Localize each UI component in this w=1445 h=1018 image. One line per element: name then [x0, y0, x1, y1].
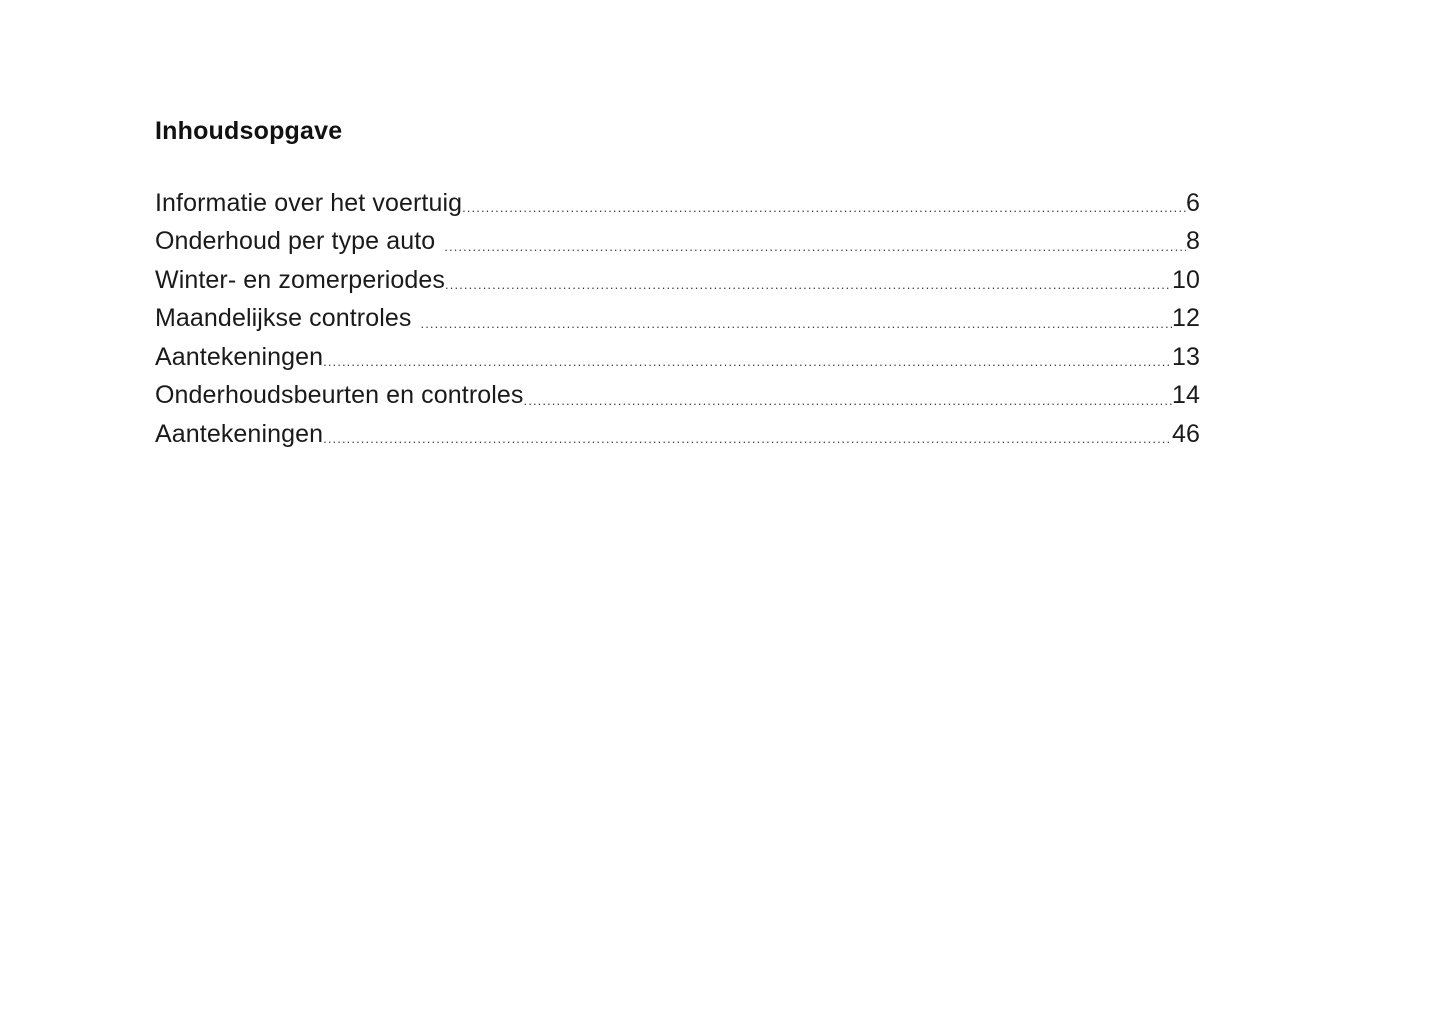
toc-entry-page: 13	[1171, 342, 1200, 371]
toc-entry-label: Winter- en zomerperiodes	[155, 265, 446, 294]
table-of-contents	[155, 118, 1200, 453]
toc-entry-list	[155, 184, 1200, 454]
toc-entry[interactable]	[155, 222, 1200, 261]
toc-entry[interactable]	[155, 184, 1200, 223]
page-title: Inhoudsopgave	[155, 117, 343, 145]
toc-entry-page: 46	[1171, 419, 1200, 448]
toc-entry-label: Maandelijkse controles	[155, 304, 412, 332]
toc-entry-label: Aantekeningen	[155, 342, 324, 371]
toc-entry-page: 12	[1171, 304, 1200, 332]
toc-entry-label: Onderhoud per type auto	[155, 227, 436, 255]
dot-leader	[323, 338, 1172, 377]
dot-leader	[421, 299, 1172, 338]
toc-entry-page: 6	[1185, 188, 1200, 217]
toc-entry-page: 10	[1171, 265, 1200, 294]
toc-entry[interactable]	[155, 415, 1200, 454]
toc-entry-page: 14	[1171, 381, 1200, 409]
toc-entry[interactable]	[155, 299, 1200, 338]
toc-entry-page: 8	[1185, 227, 1200, 255]
toc-entry[interactable]	[155, 376, 1200, 415]
toc-entry-label: Onderhoudsbeurten en controles	[155, 381, 524, 409]
toc-entry-label: Aantekeningen	[155, 419, 324, 448]
toc-entry[interactable]	[155, 338, 1200, 377]
dot-leader	[524, 376, 1172, 415]
toc-entry[interactable]	[155, 261, 1200, 300]
toc-entry-label: Informatie over het voertuig	[155, 188, 463, 217]
dot-leader	[444, 222, 1186, 261]
dot-leader	[462, 184, 1186, 223]
dot-leader	[445, 261, 1172, 300]
dot-leader	[323, 415, 1172, 454]
